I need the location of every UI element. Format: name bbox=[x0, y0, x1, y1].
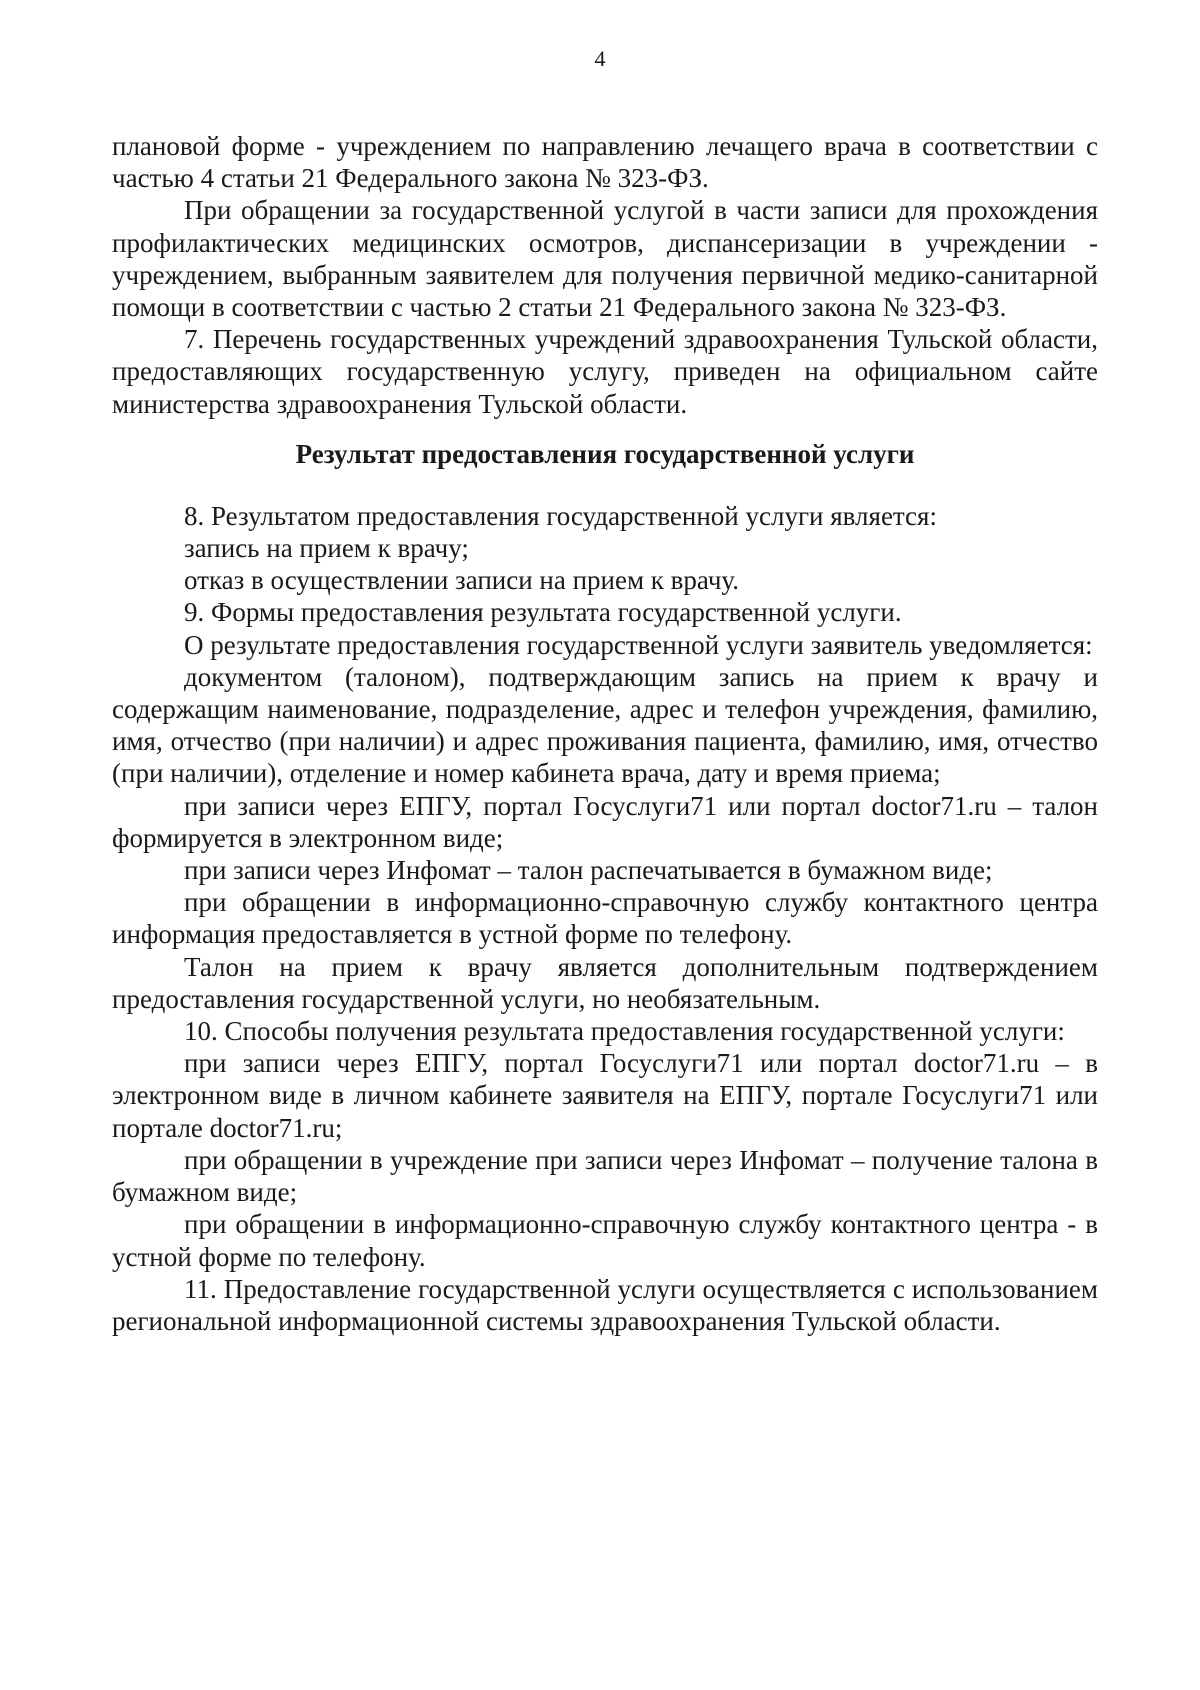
paragraph-item-7: 7. Перечень государственных учреждений здравоохранения Тульской области, предоставляющих государственную услугу, приведен на официальном сайте министерства здравоохранения Тульской области. bbox=[112, 324, 1098, 419]
paragraph: при обращении в информационно-справочную службу контактного центра информация предоставляется в устной форме по телефону. bbox=[112, 887, 1098, 950]
paragraph: при записи через ЕПГУ, портал Госуслуги71 или портал doctor71.ru – талон формируется в электронном виде; bbox=[112, 790, 1098, 853]
document-body bbox=[112, 130, 1098, 1337]
paragraph: запись на прием к врачу; bbox=[184, 533, 469, 564]
paragraph-item-8: 8. Результатом предоставления государственной услуги является: bbox=[184, 500, 937, 531]
section-heading: Результат предоставления государственной услуги bbox=[295, 438, 915, 469]
paragraph: документом (талоном), подтверждающим запись на прием к врачу и содержащим наименование, подразделение, адрес и телефон учреждения, фамилию, имя, отчество (при наличии) и адрес проживания пациента, фамилию, имя, отчество (при наличии), отделение и номер кабинета врача, дату и время приема; bbox=[112, 661, 1098, 789]
paragraph: отказ в осуществлении записи на прием к врачу. bbox=[184, 565, 739, 596]
paragraph-item-10: 10. Способы получения результата предоставления государственной услуги: bbox=[184, 1016, 1065, 1047]
paragraph-item-9: 9. Формы предоставления результата государственной услуги. bbox=[184, 597, 902, 628]
paragraph-continuation: плановой форме - учреждением по направлению лечащего врача в соответствии с частью 4 статьи 21 Федерального закона № 323-ФЗ. bbox=[112, 131, 1098, 194]
paragraph: При обращении за государственной услугой в части записи для прохождения профилактических медицинских осмотров, диспансеризации в учреждении - учреждением, выбранным заявителем для получения первичной медико-санитарной помощи в соответствии с частью 2 статьи 21 Федерального закона № 323-ФЗ. bbox=[112, 195, 1098, 323]
paragraph: Талон на прием к врачу является дополнительным подтверждением предоставления государственной услуги, но необязательным. bbox=[112, 951, 1098, 1014]
paragraph: при записи через ЕПГУ, портал Госуслуги71 или портал doctor71.ru – в электронном виде в личном кабинете заявителя на ЕПГУ, портале Госуслуги71 или портале doctor71.ru; bbox=[112, 1048, 1098, 1143]
paragraph: при обращении в учреждение при записи через Инфомат – получение талона в бумажном виде; bbox=[112, 1144, 1098, 1208]
paragraph: при обращении в информационно-справочную службу контактного центра - в устной форме по телефону. bbox=[112, 1209, 1098, 1272]
paragraph-item-11: 11. Предоставление государственной услуги осуществляется с использованием региональной информационной системы здравоохранения Тульской области. bbox=[112, 1273, 1098, 1336]
paragraph: О результате предоставления государственной услуги заявитель уведомляется: bbox=[184, 629, 1093, 660]
paragraph: при записи через Инфомат – талон распечатывается в бумажном виде; bbox=[184, 855, 993, 886]
page-number: 4 bbox=[594, 46, 606, 71]
